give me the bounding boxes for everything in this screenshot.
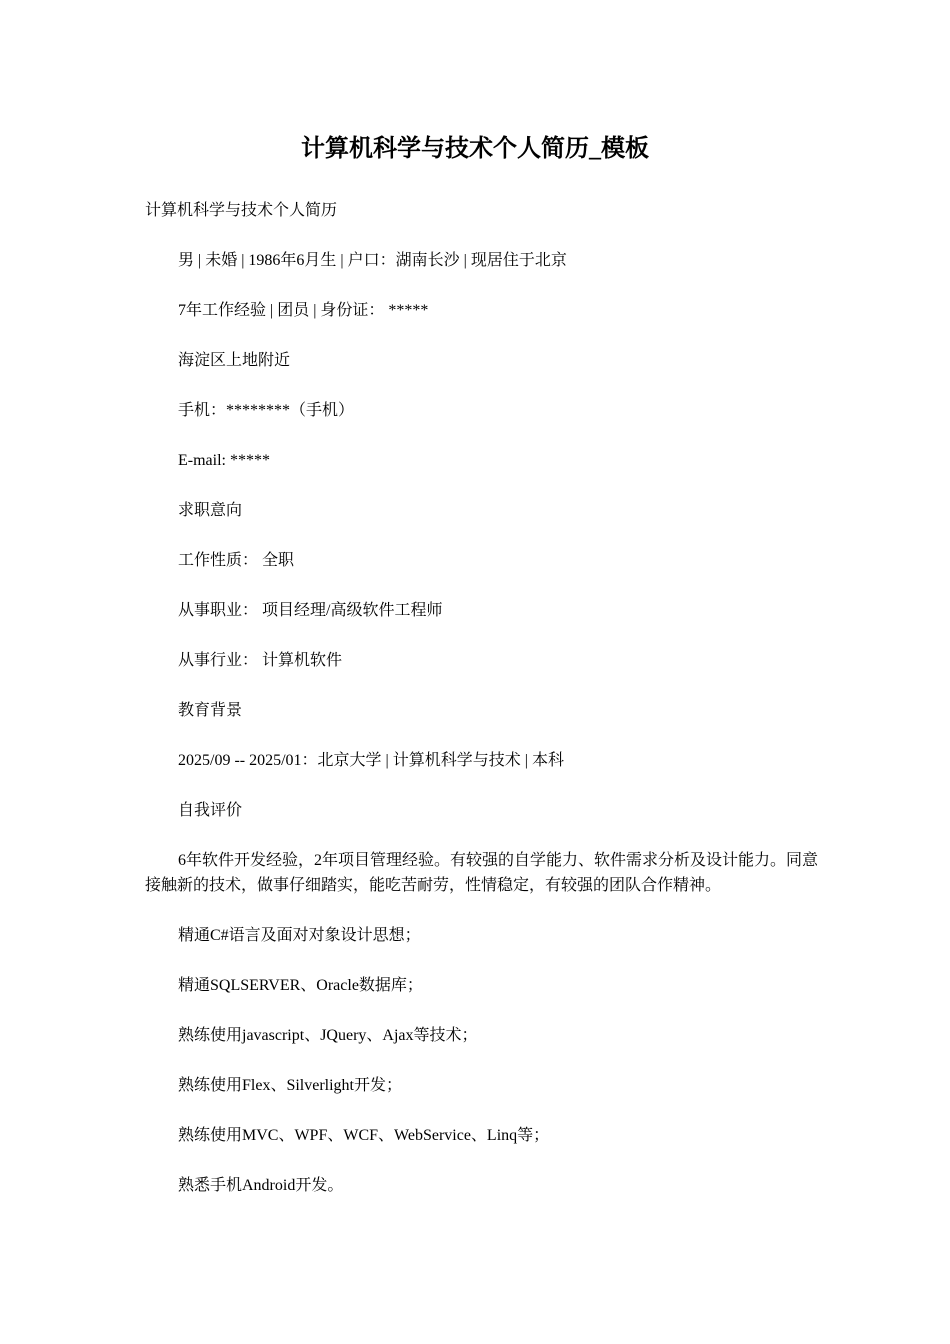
experience-line: 7年工作经验 | 团员 | 身份证： ***** [178, 302, 429, 319]
section-heading-job-intention: 求职意向 [178, 502, 243, 519]
document-title: 计算机科学与技术个人简历_模板 [301, 136, 649, 162]
resume-heading: 计算机科学与技术个人简历 [145, 202, 338, 219]
skill-item: 熟练使用Flex、Silverlight开发； [178, 1077, 403, 1094]
section-heading-education: 教育背景 [178, 702, 243, 719]
section-heading-self-evaluation: 自我评价 [178, 802, 243, 819]
skill-item: 精通SQLSERVER、Oracle数据库； [178, 977, 423, 994]
address-line: 海淀区上地附近 [178, 352, 291, 369]
education-line: 2025/09 -- 2025/01：北京大学 | 计算机科学与技术 | 本科 [178, 752, 564, 769]
self-evaluation-text: 6年软件开发经验，2年项目管理经验。有较强的自学能力、软件需求分析及设计能力。同意接触新的技术，做事仔细踏实，能吃苦耐劳，性情稳定，有较强的团队合作精神。 [145, 852, 819, 894]
industry-line: 从事行业： 计算机软件 [178, 652, 343, 669]
job-type-line: 工作性质： 全职 [178, 552, 295, 569]
email-line: E-mail: ***** [178, 452, 270, 469]
phone-line: 手机：********（手机） [178, 402, 355, 419]
skill-item: 精通C#语言及面对对象设计思想； [178, 927, 421, 944]
skill-item: 熟练使用MVC、WPF、WCF、WebService、Linq等； [178, 1127, 550, 1144]
personal-info-line: 男 | 未婚 | 1986年6月生 | 户口：湖南长沙 | 现居住于北京 [178, 252, 567, 269]
skill-item: 熟练使用javascript、JQuery、Ajax等技术； [178, 1027, 478, 1044]
occupation-line: 从事职业： 项目经理/高级软件工程师 [178, 602, 443, 619]
skill-item: 熟悉手机Android开发。 [178, 1177, 344, 1194]
document-body [145, 198, 825, 1198]
